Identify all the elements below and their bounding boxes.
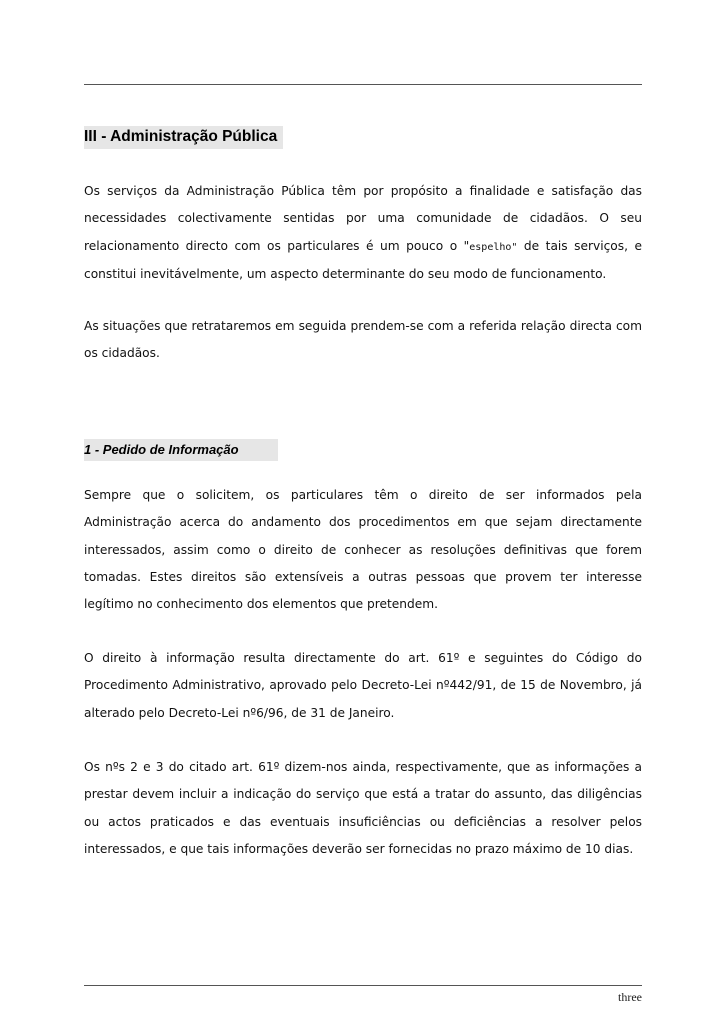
subsection-heading: 1 - Pedido de Informação bbox=[84, 439, 278, 461]
intro-text-after: de tais serviços, e constitui inevitávelmente, um aspecto determinante do seu modo de funcionamento. bbox=[84, 238, 642, 281]
page-number: three bbox=[618, 990, 642, 1004]
intro-text-espelho: espelho" bbox=[469, 241, 518, 253]
body-paragraph-2: O direito à informação resulta directamente do art. 61º e seguintes do Código do Procedimento Administrativo, aprovado pelo Decreto-Lei nº442/91, de 15 de Novembro, já alterado pelo Decreto-Lei nº6/96, de 31 de Janeiro. bbox=[84, 651, 642, 720]
header-rule bbox=[84, 84, 642, 85]
body-paragraph-3: Os nºs 2 e 3 do citado art. 61º dizem-nos ainda, respectivamente, que as informações a prestar devem incluir a indicação do serviço que está a tratar do assunto, das diligências ou actos praticados e das eventuais insuficiências ou deficiências a resolver pelos interessados, e que tais informações deverão ser fornecidas no prazo máximo de 10 dias. bbox=[84, 760, 642, 856]
section-heading: III - Administração Pública bbox=[84, 126, 283, 149]
footer-rule bbox=[84, 985, 642, 986]
intro-text-before: Os serviços da Administração Pública têm por propósito a finalidade e satisfação das necessidades colectivamente sentidas por uma comunidade de cidadãos. O seu relacionamento directo com os particulares é um pouco o " bbox=[84, 184, 642, 253]
intro-paragraph-1 bbox=[84, 178, 642, 288]
intro-paragraph-2: As situações que retrataremos em seguida prendem-se com a referida relação directa com os cidadãos. bbox=[84, 319, 642, 361]
body-paragraph-1: Sempre que o solicitem, os particulares têm o direito de ser informados pela Administração acerca do andamento dos procedimentos em que sejam directamente interessados, assim como o direito de conhecer as resoluções definitivas que forem tomadas. Estes direitos são extensíveis a outras pessoas que provem ter interesse legítimo no conhecimento dos elementos que pretendem. bbox=[84, 488, 642, 612]
